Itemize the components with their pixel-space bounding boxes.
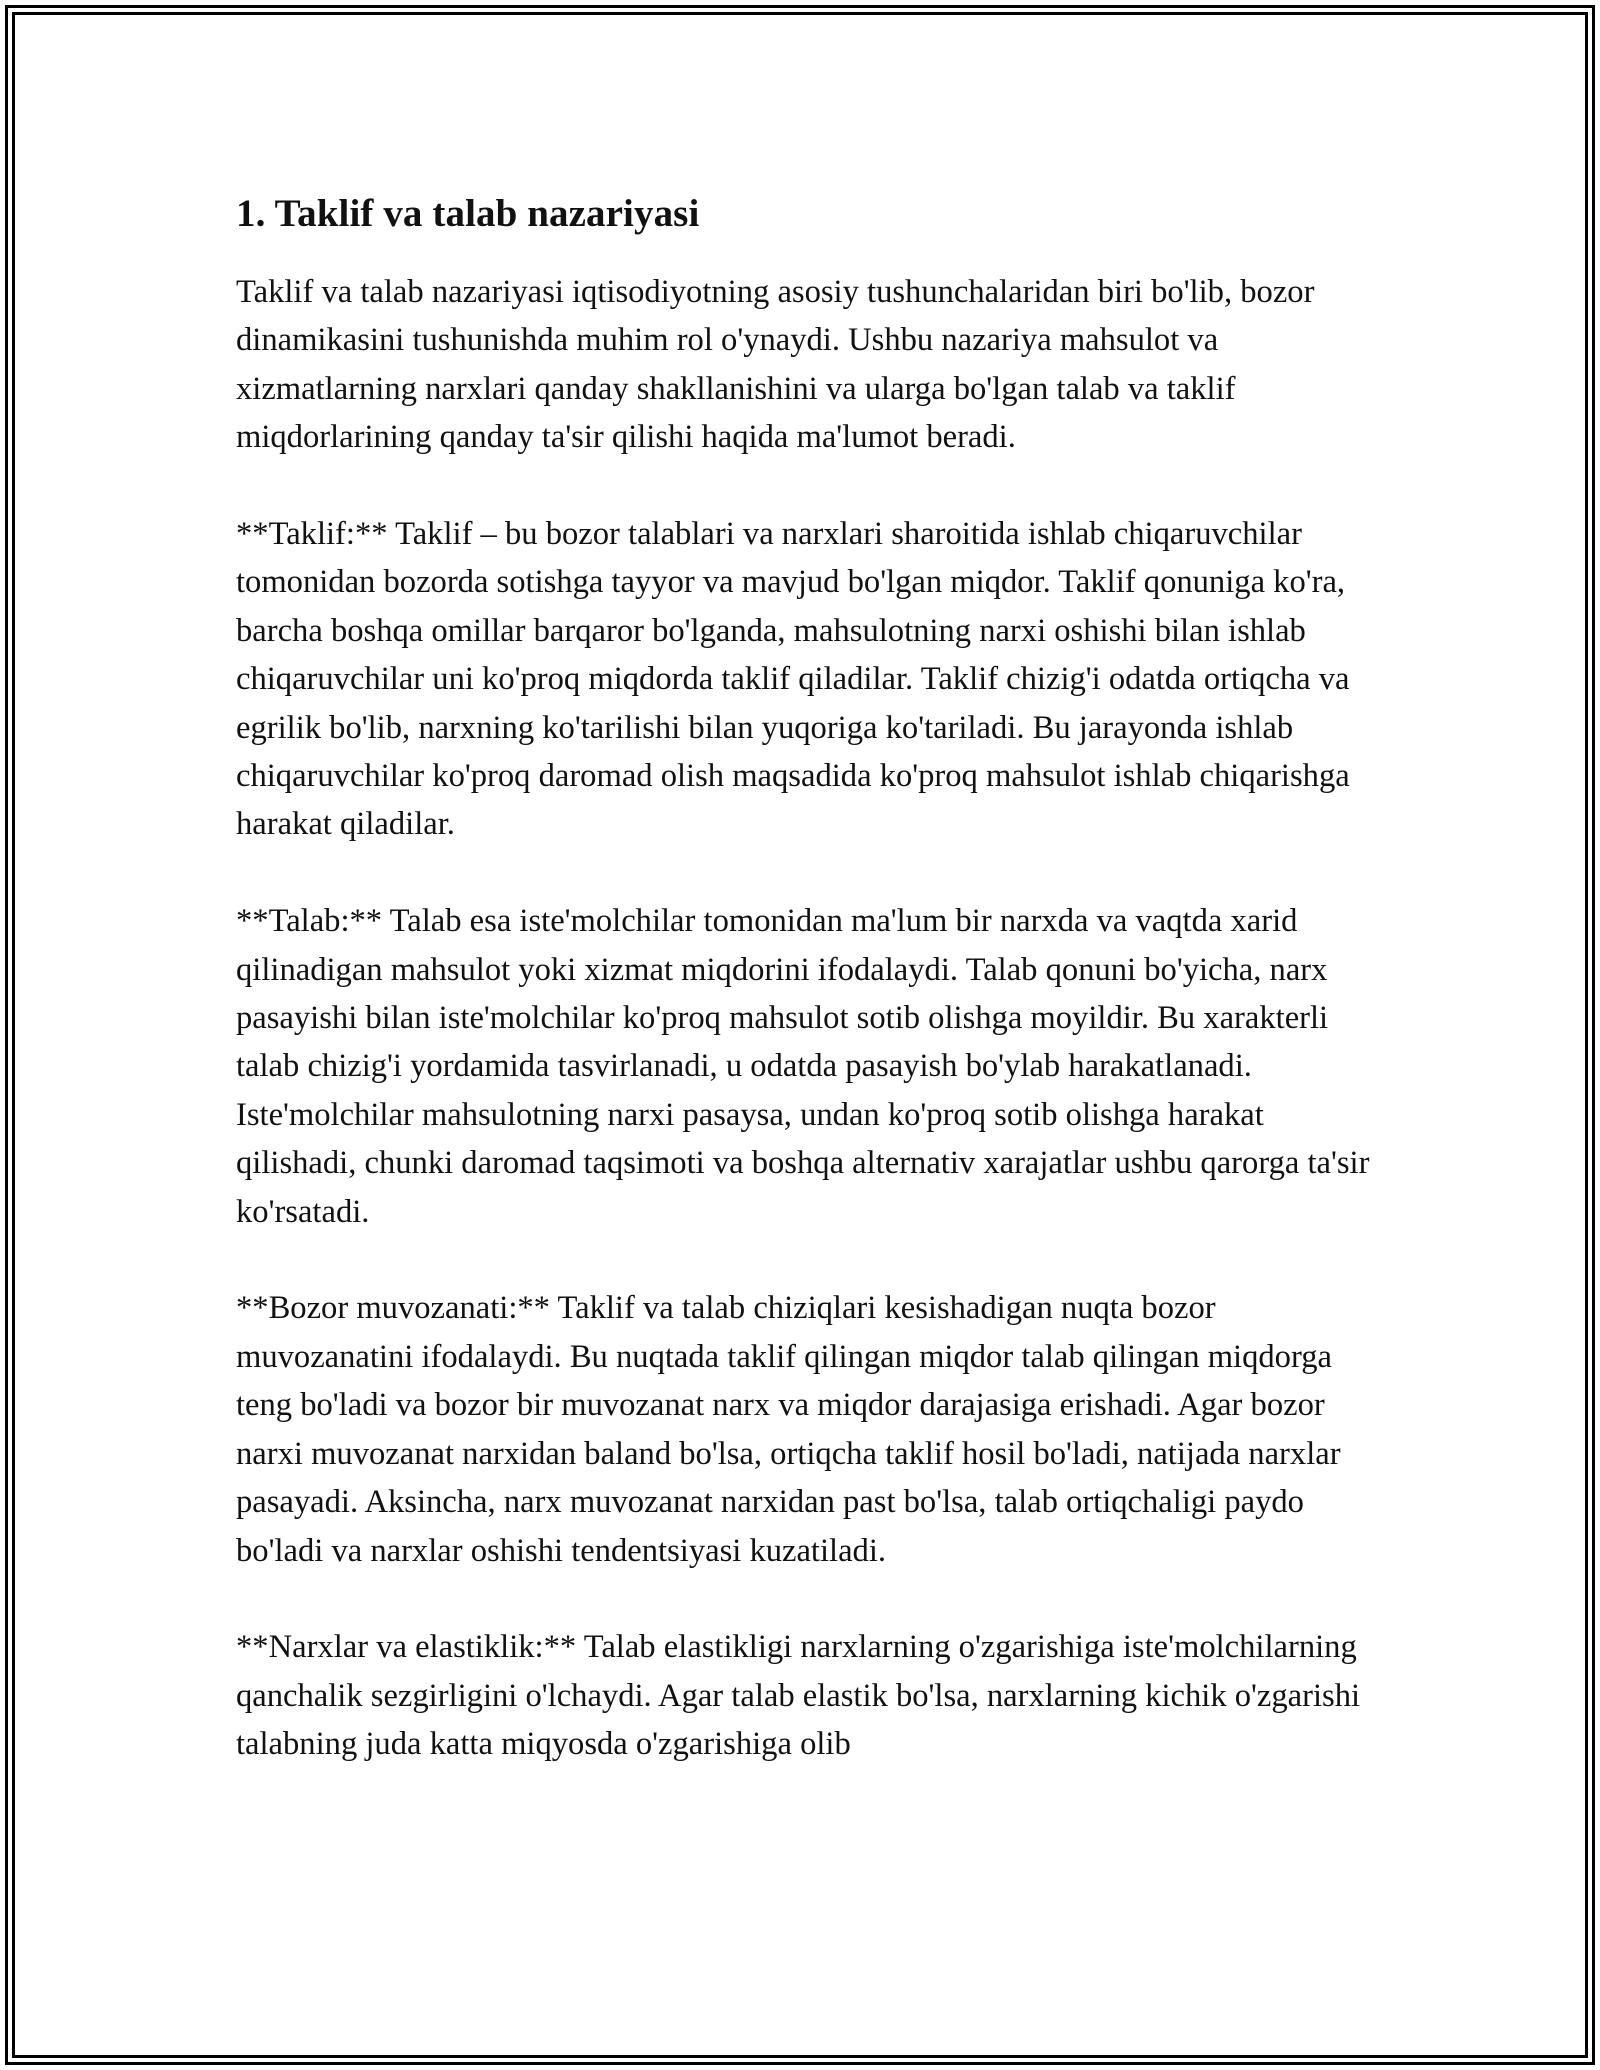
paragraph-taklif: **Taklif:** Taklif – bu bozor talablari va narxlari sharoitida ishlab chiqaruvchilar tomonidan bozorda sotishga tayyor va mavjud bo'lgan miqdor. Taklif qonuniga ko'ra, barcha boshqa omillar barqaror bo'lganda, mahsulotning narxi oshishi bilan ishlab chiqaruvchilar uni ko'proq miqdorda taklif qiladilar. Taklif chizig'i odatda ortiqcha va egrilik bo'lib, narxning ko'tarilishi bilan yuqoriga ko'tariladi. Bu jarayonda ishlab chiqaruvchilar ko'proq daromad olish maqsadida ko'proq mahsulot ishlab chiqarishga harakat qiladilar.: [236, 516, 1350, 843]
paragraph-intro: Taklif va talab nazariyasi iqtisodiyotning asosiy tushunchalaridan biri bo'lib, bozor dinamikasini tushunishda muhim rol o'ynaydi. Ushbu nazariya mahsulot va xizmatlarning narxlari qanday shakllanishini va ularga bo'lgan talab va taklif miqdorlarining qanday ta'sir qilishi haqida ma'lumot beradi.: [236, 274, 1315, 456]
paragraph-talab: **Talab:** Talab esa iste'molchilar tomonidan ma'lum bir narxda va vaqtda xarid qilinadigan mahsulot yoki xizmat miqdorini ifodalaydi. Talab qonuni bo'yicha, narx pasayishi bilan iste'molchilar ko'proq mahsulot sotib olishga moyildir. Bu xarakterli talab chizig'i yordamida tasvirlanadi, u odatda pasayish bo'ylab harakatlanadi. Iste'molchilar mahsulotning narxi pasaysa, undan ko'proq sotib olishga harakat qilishadi, chunki daromad taqsimoti va boshqa alternativ xarajatlar ushbu qarorga ta'sir ko'rsatadi.: [236, 903, 1370, 1230]
document-body: [236, 186, 1376, 1769]
paragraph-bozor-muvozanati: **Bozor muvozanati:** Taklif va talab chiziqlari kesishadigan nuqta bozor muvozanatini ifodalaydi. Bu nuqtada taklif qilingan miqdor talab qilingan miqdorga teng bo'ladi va bozor bir muvozanat narx va miqdor darajasiga erishadi. Agar bozor narxi muvozanat narxidan baland bo'lsa, ortiqcha taklif hosil bo'ladi, natijada narxlar pasayadi. Aksincha, narx muvozanat narxidan past bo'lsa, talab ortiqchaligi paydo bo'ladi va narxlar oshishi tendentsiyasi kuzatiladi.: [236, 1290, 1341, 1569]
section-heading: 1. Taklif va talab nazariyasi: [236, 192, 700, 235]
paragraph-narxlar-elastiklik: **Narxlar va elastiklik:** Talab elastikligi narxlarning o'zgarishiga iste'molchilarning qanchalik sezgirligini o'lchaydi. Agar talab elastik bo'lsa, narxlarning kichik o'zgarishi talabning juda katta miqyosda o'zgarishiga olib: [236, 1629, 1361, 1763]
